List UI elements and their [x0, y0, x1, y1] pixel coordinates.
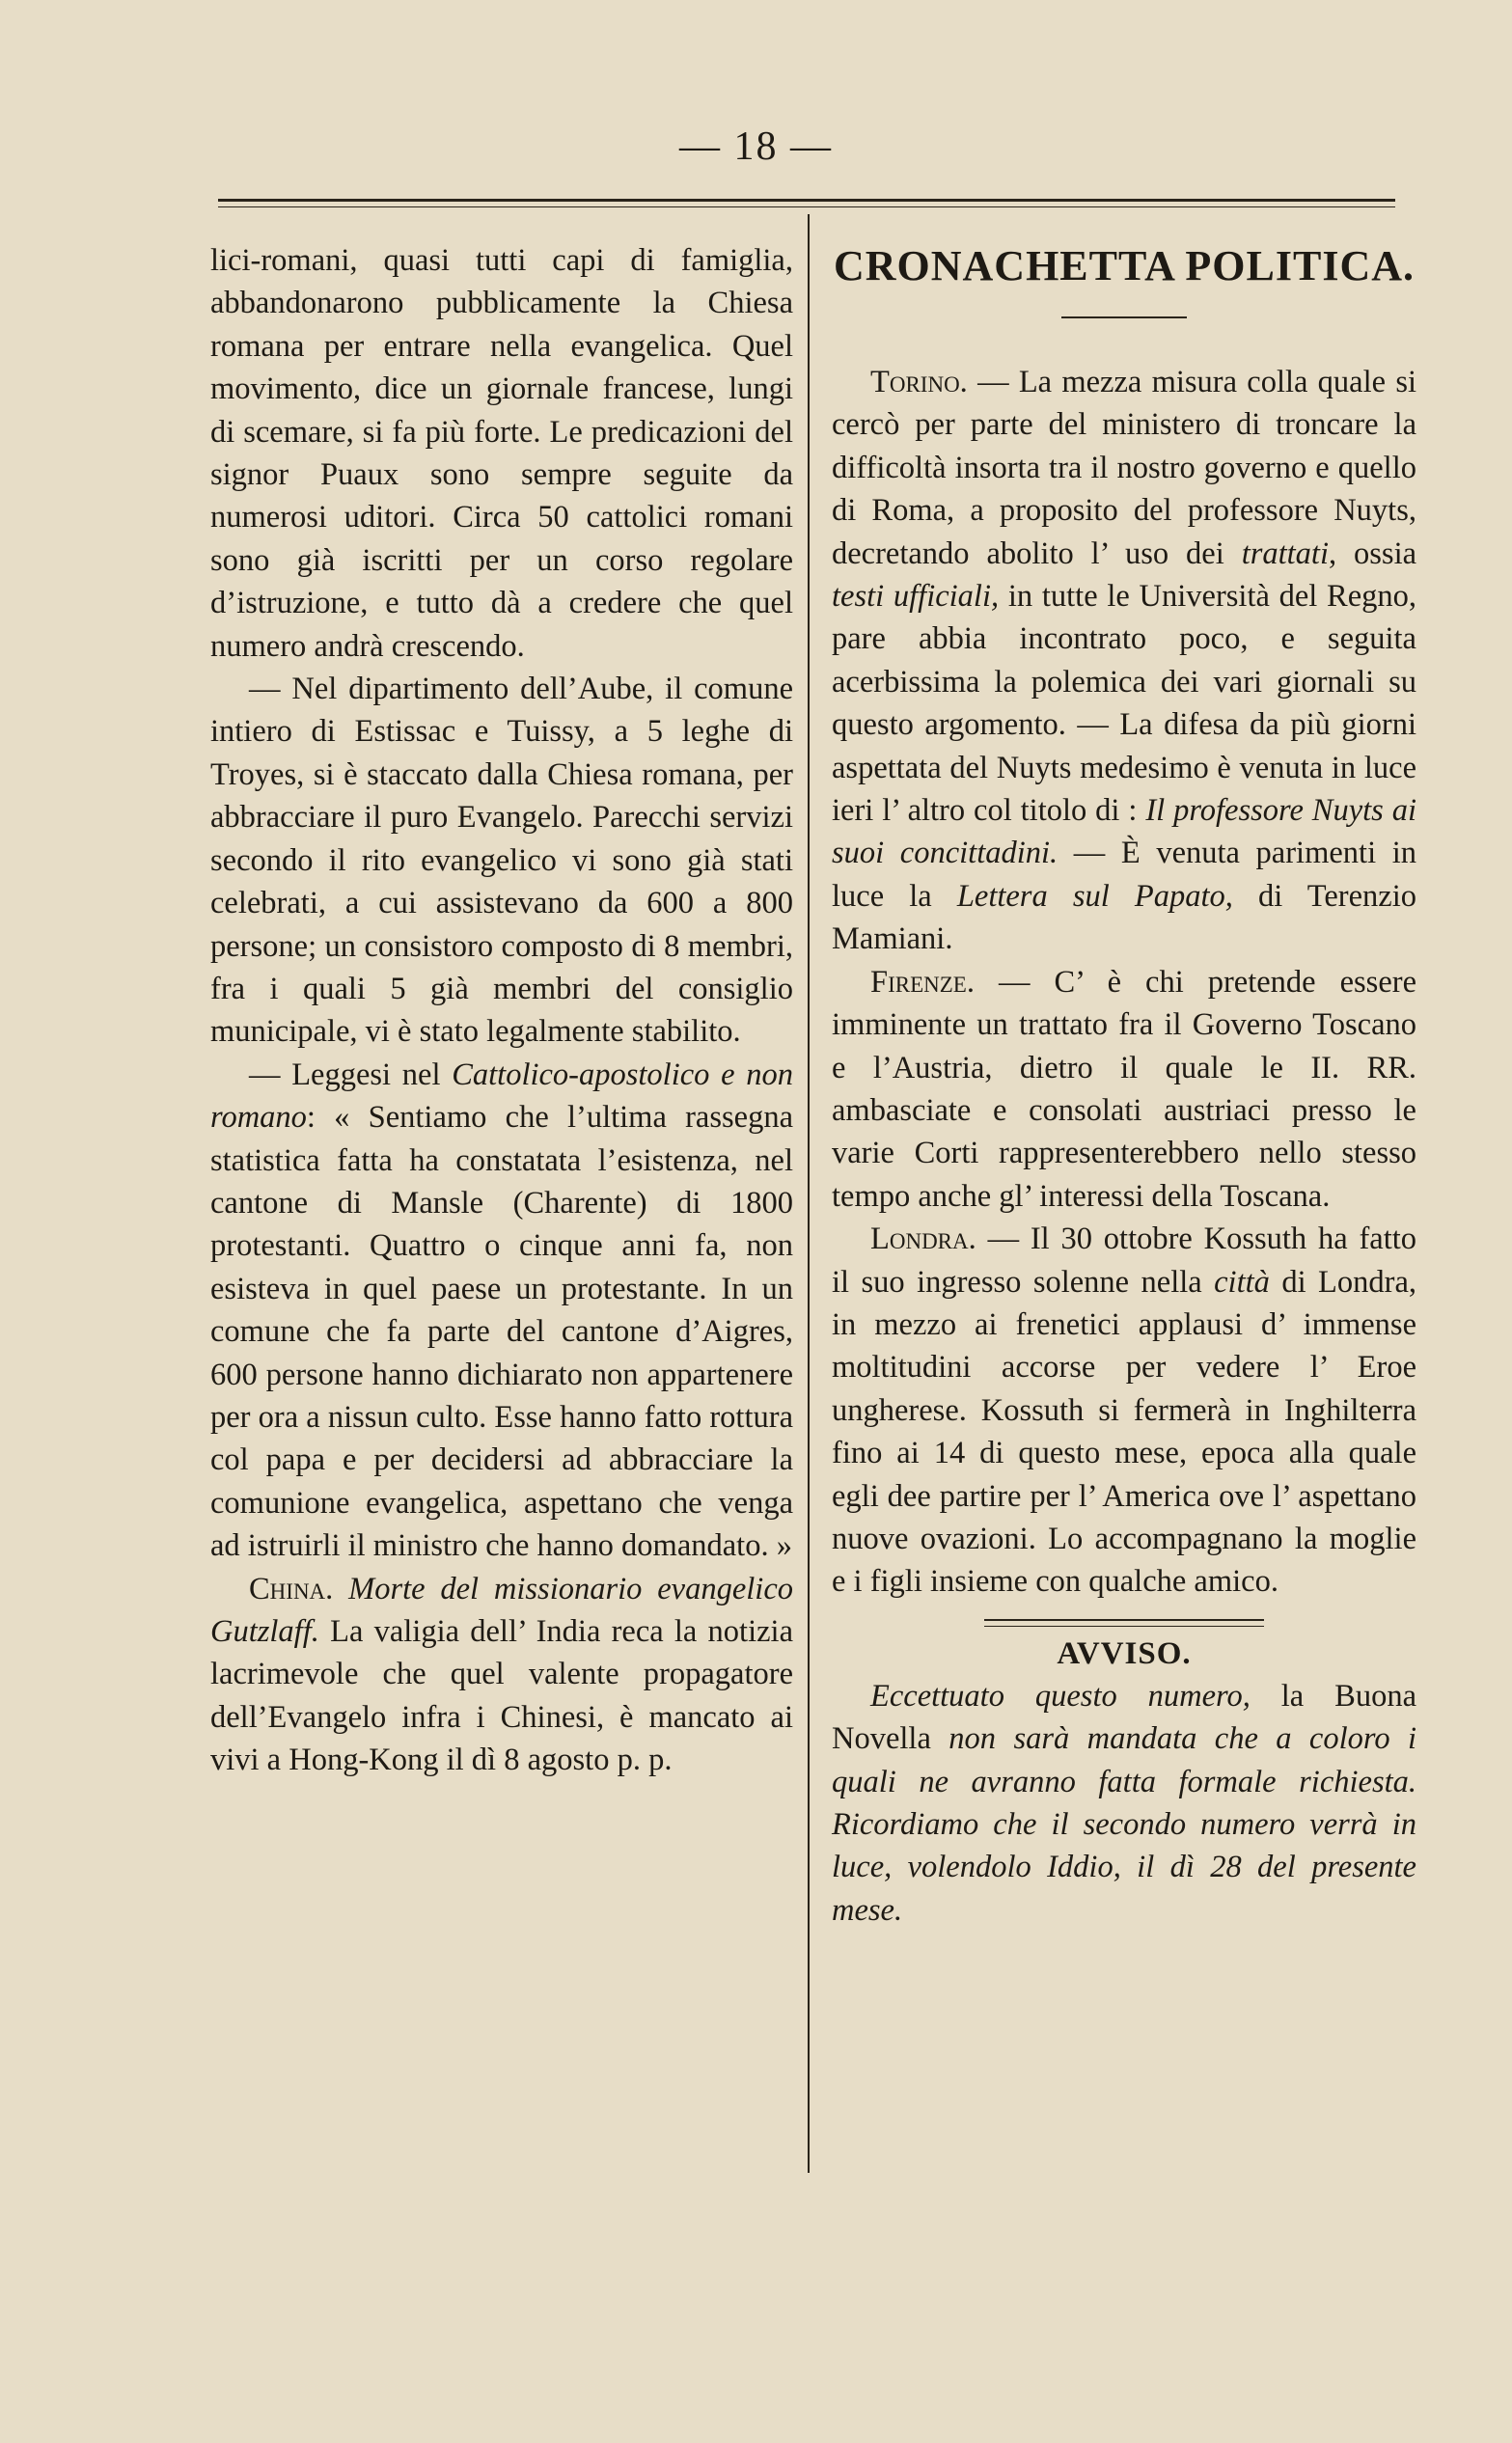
- text: — Leggesi nel: [249, 1057, 441, 1092]
- header-rule: [218, 199, 1395, 202]
- text: : « Sentiamo che l’ultima rassegna statistica fatta ha constatata l’esistenza, nel cantone di Mansle (Charente) di 1800 protestanti. Quattro o cinque anni fa, non esisteva in quel paese un protestante. In un comune che fa parte del cantone d’Aigres, 600 persone hanno dichiarato non appartenere per ora a nissun culto. Esse hanno fatto rottura col papa e per decidersi ad abbracciare la comunione evangelica, aspettano che venga ad istruirli il ministro che hanno domandato. »: [210, 1100, 793, 1564]
- italic-headline: Morte del missionario evangelico Gutzlaff.: [210, 1571, 793, 1649]
- page-number: — 18 —: [679, 124, 833, 169]
- paragraph-firenze: [832, 961, 1416, 1218]
- paragraph-londra: [832, 1218, 1416, 1604]
- rule-thick: [984, 1619, 1264, 1621]
- text: — È venuta parimenti in luce la: [832, 836, 1416, 914]
- paragraph-aube: — Nel dipartimento dell’Aube, il comune intiero di Estissac e Tuissy, a 5 leghe di Troyes, si è staccato dalla Chiesa romana, per abbracciare il puro Evangelo. Parecchi servizi secondo il rito evangelico vi sono già stati celebrati, a cui assistevano da 600 a 800 persone; un consistoro composto di 8 membri, fra i quali 5 già membri del consiglio municipale, vi è stato legalmente stabilito.: [210, 672, 793, 1050]
- text: La valigia dell’ India reca la notizia lacrimevole che quel valente propagatore dell’Evangelo infra i Chinesi, è mancato ai vivi a Hong-Kong il dì 8 agosto p. p.: [210, 1614, 793, 1778]
- paragraph-china: [210, 1568, 793, 1782]
- notice-title: AVVISO.: [1057, 1635, 1192, 1671]
- text: — Il 30 ottobre Kossuth ha fatto il suo ingresso solenne nella: [832, 1222, 1417, 1300]
- title-rule: [1061, 316, 1187, 318]
- text: di Terenzio Mamiani.: [832, 878, 1417, 957]
- paragraph-mansle: [210, 1054, 793, 1568]
- italic-text: città: [1214, 1264, 1270, 1300]
- left-column: [210, 239, 793, 1782]
- rule-thin: [984, 1626, 1264, 1627]
- text: , ossia: [1328, 535, 1417, 571]
- text: — La mezza misura colla quale si cercò per parte del ministero di troncare la difficoltà insorta tra il nostro governo e quello di Roma, a proposito del professore Nuyts, decretando abolito l’ uso dei: [832, 365, 1416, 571]
- place-china: China.: [249, 1571, 334, 1606]
- text: — C’ è chi pretende essere imminente un trattato fra il Governo Toscano e l’Austria, dietro il quale le II. RR. ambasciate e consolati austriaci presso le varie Corti rappresenterebbero nello stesso tempo anche gl’ interessi della Toscana.: [832, 964, 1416, 1214]
- notice-paragraph: [832, 1675, 1416, 1932]
- paragraph-torino: [832, 361, 1416, 961]
- header-rule-thin: [218, 206, 1395, 207]
- section-title: CRONACHETTA POLITICA.: [833, 242, 1416, 289]
- italic-text: Eccettuato questo numero,: [870, 1678, 1251, 1714]
- place-torino: Torino.: [870, 365, 968, 399]
- notice-rule: [984, 1619, 1264, 1627]
- italic-text: Lettera sul Papato,: [956, 878, 1233, 914]
- right-column: [832, 239, 1416, 1932]
- text: in tutte le Università del Regno, pare abbia incontrato poco, e seguita acerbissima la polemica dei vari giornali su questo argomento. — La difesa da più giorni aspettata del Nuyts medesimo è venuta in luce ieri l’ altro col titolo di :: [832, 579, 1417, 829]
- italic-source: Cattolico-apostolico e non romano: [210, 1057, 793, 1136]
- text: di Londra, in mezzo ai frenetici applausi d’ immense moltitudini accorse per vedere l’ Eroe ungherese. Kossuth si fermerà in Inghilterra fino ai 14 di questo mese, epoca alla quale egli dee partire per l’ America ove l’ aspettano nuove ovazioni. Lo accompagnano la moglie e i figli insieme con qualche amico.: [832, 1264, 1417, 1600]
- italic-text: testi ufficiali,: [832, 579, 1000, 615]
- italic-text: trattati: [1241, 535, 1329, 571]
- italic-text: Il professore Nuyts ai suoi concittadini.: [832, 793, 1417, 871]
- place-firenze: Firenze.: [870, 964, 975, 1000]
- paragraph-conversions: lici-romani, quasi tutti capi di famiglia, abbandonarono pubblicamente la Chiesa romana per entrare nella evangelica. Quel movimento, dice un giornale francese, lungi di scemare, si fa più forte. Le predicazioni del signor Puaux sono sempre seguite da numerosi uditori. Circa 50 cattolici romani sono già iscritti per un corso regolare d’istruzione, e tutto dà a credere che quel numero andrà crescendo.: [210, 243, 793, 664]
- column-divider: [808, 214, 810, 2173]
- place-londra: Londra.: [870, 1222, 976, 1257]
- text: la Buona Novella: [832, 1678, 1417, 1757]
- italic-text: non sarà mandata che a coloro i quali ne avranno fatta formale richiesta. Ricordiamo che il secondo numero verrà in luce, volendolo Iddio, il dì 28 del presente mese.: [832, 1721, 1417, 1928]
